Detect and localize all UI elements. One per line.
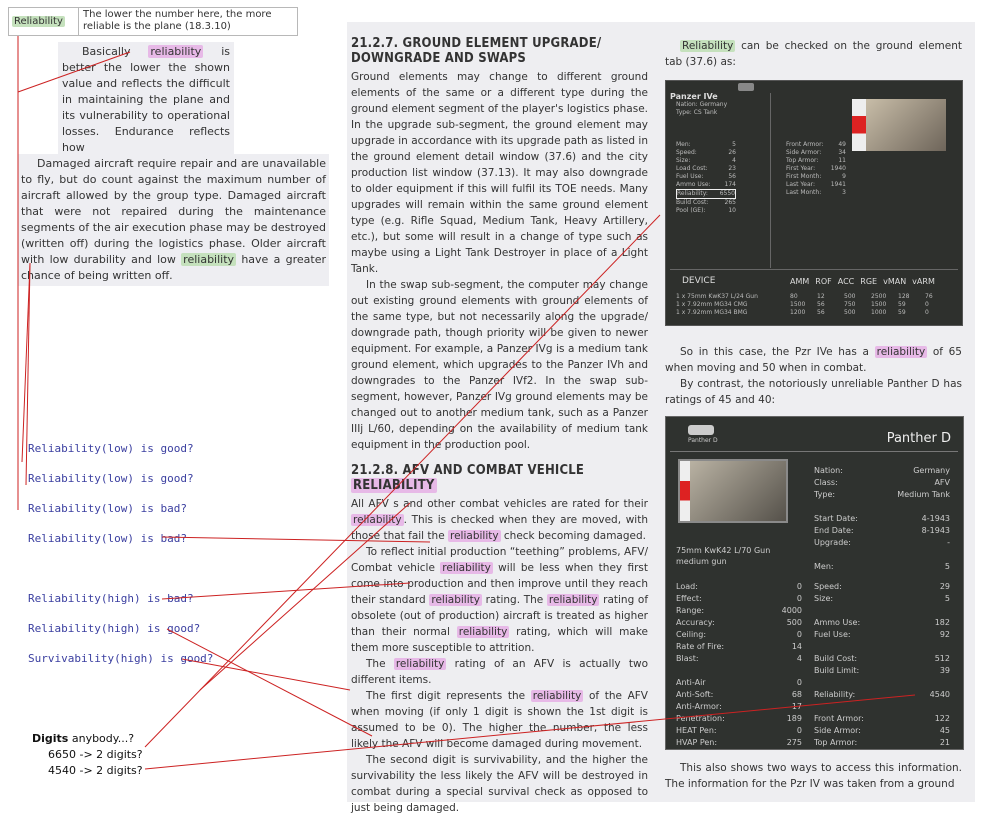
- left-stats: [676, 581, 802, 749]
- stat-row: [814, 465, 950, 477]
- device-cell: 500: [844, 293, 856, 300]
- stat-value: 122: [934, 714, 950, 723]
- text: The: [366, 658, 394, 670]
- stat-label: Fuel Use:: [676, 173, 704, 180]
- stat-row: [676, 605, 802, 617]
- text: rating of obsolete (out of production) aircraft is treated as higher than their normal: [351, 594, 649, 638]
- panel-title: Panzer IVe: [670, 92, 718, 101]
- stat-row: [676, 165, 736, 173]
- highlight: reliability: [353, 514, 402, 526]
- device-row: [676, 301, 956, 309]
- device-cell: 80: [790, 293, 798, 300]
- highlight: reliability: [442, 562, 491, 574]
- paragraph: [351, 544, 648, 656]
- definition-cell: The lower the number here, the more reliable is the plane (18.3.10): [83, 9, 272, 32]
- stat-row: [676, 581, 802, 593]
- annotation-note: Reliability(low) is good?: [28, 472, 194, 485]
- stat-label: Ammo Use:: [814, 618, 861, 627]
- highlight: reliability: [548, 594, 598, 606]
- manual-middle-column: [351, 36, 648, 816]
- stat-label: Effect:: [676, 594, 702, 603]
- device-row: [676, 309, 956, 317]
- stat-label: Anti-Air: [676, 678, 706, 687]
- stat-value: 182: [934, 618, 950, 627]
- text: rating. The: [481, 594, 547, 606]
- term-cell: [9, 8, 79, 35]
- text: Damaged aircraft require repair and are unavailable to fly, but do count against the maximum number of aircraft allowed by the group type. Damaged aircraft that were not repaired during the maintenance segments of the air execution phase may be destroyed (written off) during the logistics phase. Older aircraft with low durability and low: [21, 157, 326, 266]
- paragraph: This also shows two ways to access this information. The information for the Pzr IV was taken from a ground: [665, 762, 962, 790]
- stat-value: 68: [791, 690, 802, 699]
- device-col-header: vMAN: [883, 277, 907, 286]
- tank-photo: [690, 461, 786, 521]
- stat-label: Side Armor:: [814, 726, 861, 735]
- stat-value: 5: [732, 141, 736, 148]
- stat-label: End Date:: [814, 526, 854, 535]
- stat-label: Load Cost:: [676, 165, 708, 172]
- device-cell: 128: [898, 293, 910, 300]
- stat-row: [786, 189, 846, 197]
- stat-row: [676, 629, 802, 641]
- stat-row: [814, 513, 950, 525]
- annotation-note: Reliability(high) is good?: [28, 622, 201, 635]
- annotation-note: Reliability(low) is bad?: [28, 502, 187, 515]
- stat-value: 5: [944, 562, 950, 571]
- stat-row: [814, 617, 950, 629]
- right-stats: [814, 581, 950, 749]
- paragraph: [351, 688, 648, 752]
- german-flag: [852, 99, 866, 151]
- stat-row: [676, 149, 736, 157]
- small-title: Panther D: [688, 437, 718, 444]
- stat-label: Rate of Fire:: [676, 642, 725, 651]
- stat-value: 14: [791, 642, 802, 651]
- stat-row: [676, 689, 802, 701]
- stat-label: Side Armor:: [786, 149, 822, 156]
- reliability-definition-table: [8, 7, 298, 36]
- stat-label: Nation:: [814, 466, 843, 475]
- stat-row: [676, 189, 736, 199]
- stat-label: Men:: [676, 141, 691, 148]
- stat-label: Speed:: [814, 582, 842, 591]
- stat-label: Speed:: [676, 149, 697, 156]
- device-col-header: vARM: [912, 277, 935, 286]
- annotation-note: Reliability(high) is bad?: [28, 592, 194, 605]
- stat-label: Reliability:: [814, 690, 856, 699]
- stat-row: [676, 725, 802, 737]
- stat-label: Top Armor:: [814, 738, 858, 747]
- stat-label: Start Date:: [814, 514, 858, 523]
- stat-value: 0: [796, 582, 802, 591]
- device-rows: [676, 293, 956, 317]
- stat-label: HVAP Pen:: [676, 738, 718, 747]
- stat-value: 10: [728, 207, 736, 214]
- stat-row: [814, 593, 950, 605]
- annotation-note: Survivability(high) is good?: [28, 652, 214, 665]
- stat-label: Upgrade:: [814, 538, 851, 547]
- device-cell: 0: [925, 309, 929, 316]
- stat-row: [814, 629, 950, 641]
- digits-title: Digits: [32, 732, 69, 745]
- stat-row: [676, 207, 736, 215]
- stat-value: 500: [786, 618, 802, 627]
- section-heading-2127: 21.2.7. GROUND ELEMENT UPGRADE/ DOWNGRADE AND SWAPS: [351, 36, 602, 66]
- stat-row: [814, 737, 950, 749]
- device-row: [676, 293, 956, 301]
- device-col-header: ACC: [837, 277, 855, 286]
- stat-value: 0: [796, 726, 802, 735]
- stat-value: -: [947, 538, 950, 547]
- stat-row: [676, 199, 736, 207]
- stat-row: [814, 665, 950, 677]
- quote-paragraph-2: [18, 154, 329, 286]
- stat-row: [814, 641, 950, 653]
- highlight: reliability: [450, 530, 499, 542]
- stat-label: Front Armor:: [786, 141, 824, 148]
- text: . This is checked when they are moved, with those that fail the: [351, 514, 648, 542]
- device-cell: 12: [817, 293, 825, 300]
- stat-row: [814, 501, 950, 513]
- stat-row: [676, 713, 802, 725]
- stat-value: 9: [842, 173, 846, 180]
- text: The first digit represents the: [366, 690, 531, 702]
- manual-right-top: [665, 38, 962, 70]
- stat-value: 49: [838, 141, 846, 148]
- stat-label: Class:: [814, 478, 838, 487]
- stat-row: [786, 181, 846, 189]
- manual-right-middle: [665, 344, 962, 408]
- text: can be checked on the ground element tab (37.6) as:: [665, 40, 962, 68]
- device-cell: 750: [844, 301, 856, 308]
- heading-highlight: RELIABILITY: [353, 478, 435, 493]
- paragraph: By contrast, the notoriously unreliable Panther D has ratings of 45 and 40:: [665, 378, 962, 406]
- gun-name: 75mm KwK42 L/70 Gun: [676, 546, 771, 555]
- stat-row: [676, 617, 802, 629]
- stat-row: [676, 665, 802, 677]
- paragraph: Ground elements may change to different ground elements of the same or a different type during the ground element segment of the player's logistics phase. In the upgrade sub-segment, the ground element may upgrade in accordance with its upgrade path as listed in the ground element detail window (37.6) and the city production list window (37.13). It may also downgrade to older equipment if this will fulfil its TOE needs. Many upgrades will remain within the same ground element type (e.g. Rifle Squad, Medium Tank, Heavy Artillery, etc.), but some will result in a change of type such as maybe using a Light Tank Destroyer in place of a Light Tank.: [351, 71, 648, 275]
- type-text: Type: CS Tank: [676, 109, 718, 116]
- text: So in this case, the Pzr IVe has a: [680, 346, 875, 358]
- stat-row: [676, 173, 736, 181]
- paragraph: [351, 656, 648, 688]
- stat-label: First Month:: [786, 173, 822, 180]
- stat-row: [676, 181, 736, 189]
- stat-row: [814, 689, 950, 701]
- right-stats: [786, 141, 846, 197]
- device-cell: 1 x 7.92mm MG34 BMG: [676, 309, 748, 316]
- stat-value: 0: [796, 594, 802, 603]
- stat-value: 56: [728, 173, 736, 180]
- stat-label: Blast:: [676, 654, 699, 663]
- stat-value: 189: [786, 714, 802, 723]
- stat-row: [676, 677, 802, 689]
- stat-value: 29: [939, 582, 950, 591]
- digits-title-rest: anybody...?: [68, 732, 135, 745]
- text: rating of an AFV is actually two different items.: [351, 658, 648, 686]
- stat-label: Load:: [676, 582, 698, 591]
- annotation-note: Reliability(low) is bad?: [28, 532, 187, 545]
- panzer-ive-detail-panel: [665, 80, 963, 326]
- stat-label: Fuel Use:: [814, 630, 851, 639]
- text: of the AFV when moving (if only 1 digit is shown the 1st digit is assumed to be 0). The higher the number, the less likely the AFV will become damaged during movement.: [351, 690, 648, 750]
- panel-title: Panther D: [886, 431, 951, 446]
- stat-label: Anti-Soft:: [676, 690, 714, 699]
- panther-d-detail-panel: [665, 416, 964, 750]
- device-cell: 59: [898, 309, 906, 316]
- stat-value: 0: [796, 630, 802, 639]
- stat-label: Size:: [814, 594, 834, 603]
- stat-value: 265: [724, 199, 736, 206]
- stat-label: Build Limit:: [814, 666, 860, 675]
- stat-row: [814, 477, 950, 489]
- device-cell: 1500: [790, 301, 806, 308]
- stat-row: [814, 725, 950, 737]
- quote-paragraph-1: [58, 42, 234, 158]
- stat-row: [786, 173, 846, 181]
- stat-value: Medium Tank: [897, 490, 950, 499]
- stat-value: 26: [728, 149, 736, 156]
- text: rating, which will make them more susceptible to attrition.: [351, 626, 648, 654]
- stat-value: 4540: [929, 690, 950, 699]
- stat-value: 5: [944, 594, 950, 603]
- device-header: DEVICE: [682, 276, 716, 286]
- stat-row: [814, 549, 950, 561]
- stat-value: 34: [838, 149, 846, 156]
- stat-row: [676, 593, 802, 605]
- stat-row: [814, 489, 950, 501]
- stat-label: Accuracy:: [676, 618, 715, 627]
- stat-label: Last Month:: [786, 189, 822, 196]
- text: of 65 when moving and 50 when in combat.: [665, 346, 962, 374]
- stat-value: 45: [939, 726, 950, 735]
- stat-row: [814, 581, 950, 593]
- stat-row: [676, 141, 736, 149]
- stat-row: [814, 677, 950, 689]
- german-flag: [680, 461, 690, 521]
- stat-label: Reliability:: [677, 190, 708, 197]
- stat-label: Last Year:: [786, 181, 816, 188]
- device-cell: 76: [925, 293, 933, 300]
- heading-text: 21.2.8. AFV AND COMBAT VEHICLE: [351, 463, 585, 478]
- highlight: reliability: [183, 253, 235, 266]
- device-cell: 56: [817, 301, 825, 308]
- stat-label: Build Cost:: [814, 654, 858, 663]
- stat-value: 275: [786, 738, 802, 747]
- digits-question: [32, 731, 143, 779]
- stat-value: 1941: [830, 181, 846, 188]
- stat-value: 512: [934, 654, 950, 663]
- manual-right-bottom: [665, 760, 962, 792]
- paragraph: The second digit is survivability, and the higher the survivability the less likely the AFV will be destroyed in combat during a special survival check as opposed to just being damaged.: [351, 754, 648, 814]
- stat-value: 11: [838, 157, 846, 164]
- stat-row: [786, 141, 846, 149]
- tank-photo: [866, 99, 946, 151]
- stat-row: [814, 653, 950, 665]
- device-col-header: AMM: [790, 277, 810, 286]
- top-right-stats: [814, 465, 950, 573]
- device-cell: 59: [898, 301, 906, 308]
- stat-value: 8-1943: [921, 526, 950, 535]
- nation-text: Nation: Germany: [676, 101, 728, 108]
- highlight: reliability: [458, 626, 508, 638]
- text: All AFV s and other combat vehicles are rated for their: [351, 498, 648, 510]
- stat-value: 39: [939, 666, 950, 675]
- tank-photo-frame: [678, 459, 788, 523]
- device-cell: 1200: [790, 309, 806, 316]
- stat-label: Ammo Use:: [676, 181, 711, 188]
- text: check becoming damaged.: [500, 530, 646, 542]
- highlight: Reliability: [682, 40, 734, 52]
- stat-label: Type:: [814, 490, 836, 499]
- stat-value: 3: [842, 189, 846, 196]
- device-cell: 1 x 7.92mm MG34 CMG: [676, 301, 748, 308]
- stat-row: [814, 537, 950, 549]
- highlight: reliability: [395, 658, 445, 670]
- device-cell: 1 x 75mm KwK37 L/24 Gun: [676, 293, 758, 300]
- stat-value: 21: [939, 738, 950, 747]
- stat-row: [814, 713, 950, 725]
- stat-row: [676, 653, 802, 665]
- stat-row: [786, 165, 846, 173]
- left-stats: [676, 141, 736, 215]
- gun-class: medium gun: [676, 557, 727, 566]
- device-col-header: RGE: [860, 277, 878, 286]
- highlight: reliability: [431, 594, 480, 606]
- paragraph: [351, 496, 648, 544]
- stat-label: First Year:: [786, 165, 816, 172]
- stat-value: 4: [732, 157, 736, 164]
- digits-line-1: 6650 -> 2 digits?: [48, 748, 143, 761]
- stat-value: 4-1943: [921, 514, 950, 523]
- stat-label: Ceiling:: [676, 630, 707, 639]
- stat-label: Range:: [676, 606, 705, 615]
- stat-label: Pool (GE):: [676, 207, 706, 214]
- stat-label: HEAT Pen:: [676, 726, 717, 735]
- device-cell: 0: [925, 301, 929, 308]
- highlight: reliability: [532, 690, 582, 702]
- text: is better the lower the shown value and reflects the difficult in maintaining the plane and its vulnerability to operational losses. Endurance reflects how: [62, 45, 230, 154]
- stat-row: [676, 641, 802, 653]
- stat-value: 6550: [719, 190, 735, 197]
- stat-value: 23: [728, 165, 736, 172]
- tank-silhouette-icon: [688, 425, 714, 435]
- stat-value: 17: [791, 702, 802, 711]
- stat-row: [814, 605, 950, 617]
- device-col-header: ROF: [815, 277, 832, 286]
- stat-row: [814, 701, 950, 713]
- stat-row: [786, 149, 846, 157]
- text: To reflect initial production “teething” problems, AFV/ Combat vehicle: [351, 546, 648, 574]
- text: have a greater chance of being written off.: [21, 253, 326, 282]
- stat-value: 0: [796, 678, 802, 687]
- term-label: Reliability: [14, 16, 63, 27]
- stat-label: Men:: [814, 562, 834, 571]
- section-heading-2128: [351, 463, 648, 493]
- device-columns: [790, 277, 935, 286]
- stat-value: 92: [939, 630, 950, 639]
- stat-label: Build Cost:: [676, 199, 709, 206]
- stat-value: 4: [796, 654, 802, 663]
- stat-value: Germany: [913, 466, 950, 475]
- text: Basically: [82, 45, 149, 58]
- digits-line-2: 4540 -> 2 digits?: [48, 764, 143, 777]
- stat-value: AFV: [934, 478, 950, 487]
- stat-label: Size:: [676, 157, 691, 164]
- stat-value: 4000: [781, 606, 802, 615]
- highlight: reliability: [150, 45, 202, 58]
- paragraph: In the swap sub-segment, the computer may change out existing ground elements with ground elements of the same type, but not necessarily along the upgrade/ downgrade path, though priority will be given to newer equipment. For example, a Panzer IVg is a medium tank ground element, which upgrades to the Panzer IVh and downgrades to the Panzer IVf2. In the swap sub-segment, however, Panzer IVg ground elements may be changed out to another medium tank, such as a Panzer IIIj L/60, depending on the availability of medium tank equipment in the production pool.: [351, 279, 648, 451]
- stat-label: Anti-Armor:: [676, 702, 722, 711]
- device-cell: 1500: [871, 301, 887, 308]
- device-cell: 1000: [871, 309, 887, 316]
- stat-value: 174: [724, 181, 736, 188]
- stat-row: [786, 157, 846, 165]
- annotation-note: Reliability(low) is good?: [28, 442, 194, 455]
- device-cell: 2500: [871, 293, 887, 300]
- text: will be less when they first come into production and then improve until they reach their standard: [351, 562, 648, 606]
- device-cell: 56: [817, 309, 825, 316]
- stat-row: [676, 157, 736, 165]
- stat-label: Penetration:: [676, 714, 725, 723]
- stat-row: [814, 525, 950, 537]
- stat-row: [676, 737, 802, 749]
- device-cell: 500: [844, 309, 856, 316]
- stat-label: Front Armor:: [814, 714, 864, 723]
- tank-silhouette-icon: [738, 83, 754, 91]
- stat-value: 1940: [830, 165, 846, 172]
- stat-row: [814, 561, 950, 573]
- highlight: reliability: [876, 346, 926, 358]
- stat-label: Top Armor:: [786, 157, 819, 164]
- stat-row: [676, 701, 802, 713]
